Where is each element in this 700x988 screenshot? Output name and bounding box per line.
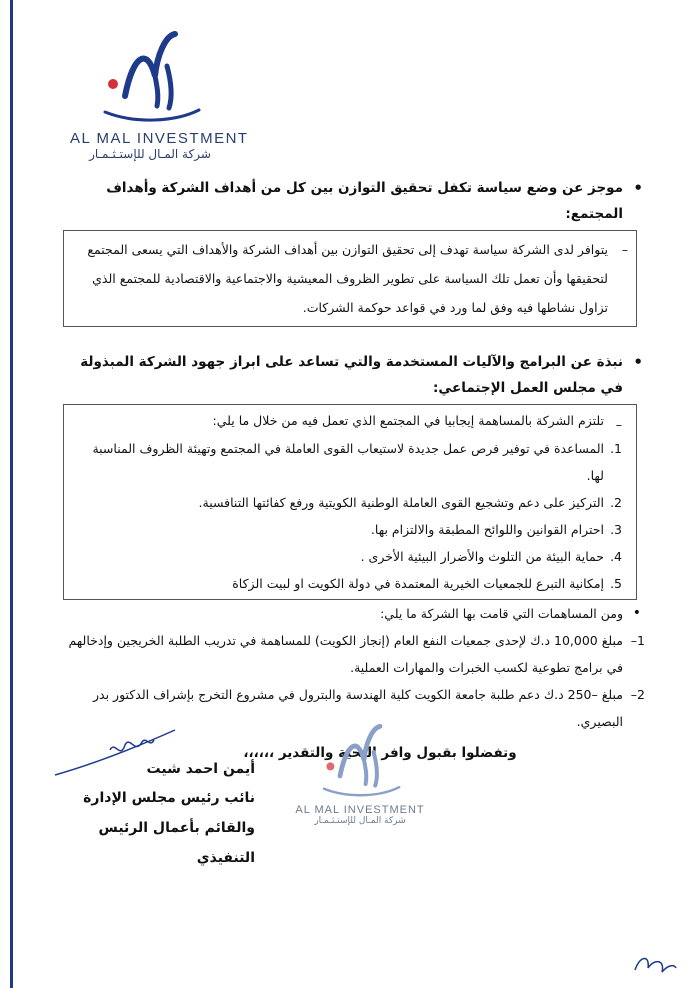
- section2-box: [63, 404, 637, 600]
- contribution-number: 2–: [630, 687, 645, 702]
- contribution-number: 1–: [630, 633, 645, 648]
- section1-heading: • موجز عن وضع سياسة تكفل تحقيق التوازن بين كل من أهداف الشركة وأهداف المجتمع:: [55, 175, 645, 227]
- contribution-item: [55, 627, 645, 681]
- list-item-text: احترام القوانين واللوائح المطبقة والالتزام بها.: [370, 522, 604, 537]
- section2-list: [72, 435, 622, 597]
- initials-signature-icon: [630, 950, 680, 980]
- letter-body: [55, 175, 645, 761]
- list-item: [72, 516, 622, 543]
- list-item: [72, 570, 622, 597]
- list-item-number: 5.: [610, 576, 622, 591]
- list-item-text: إمكانية التبرع للجمعيات الخيرية المعتمدة في دولة الكويت او لبيت الزكاة: [232, 576, 604, 591]
- section1-dash: –: [621, 242, 628, 257]
- section2-dash: –: [615, 417, 622, 432]
- stamp-logo-mark-icon: [315, 720, 405, 800]
- list-item-number: 3.: [610, 522, 622, 537]
- logo-english-text: AL MAL INVESTMENT: [70, 130, 249, 147]
- logo-mark-icon: [95, 26, 205, 126]
- signatory-name: أيمن احمد شيت: [146, 761, 255, 777]
- list-item-text: حماية البيئة من التلوث والأضرار البيئية الأخرى .: [360, 549, 604, 564]
- contribution-text: مبلغ 10,000 د.ك لإحدى جمعيات النفع العام (إنجاز الكويت) للمساهمة في تدريب الطلبة الخريجين وإدخالهم في برامج تطوعية لكسب الخبرات والمهارات العملية.: [68, 633, 623, 675]
- list-item-number: 2.: [610, 495, 622, 510]
- signature-block: [55, 755, 255, 873]
- list-item-number: 4.: [610, 549, 622, 564]
- list-item-text: المساعدة في توفير فرص عمل جديدة لاستيعاب القوى العاملة في المجتمع وتهيئة الظروف المناسبة لها.: [92, 441, 604, 483]
- section2-lead: [72, 407, 622, 435]
- list-item-text: التركيز على دعم وتشجيع القوى العاملة الوطنية الكويتية ورفع كفائتها التنافسية.: [198, 495, 604, 510]
- list-item: [72, 543, 622, 570]
- section1-box: [63, 230, 637, 327]
- list-item: [72, 435, 622, 489]
- left-margin-rule: [10, 0, 13, 988]
- stamp-arabic-text: شركة المـال للإستـثـمـار: [314, 816, 406, 826]
- list-item: [72, 489, 622, 516]
- company-stamp: [290, 720, 430, 826]
- list-item-number: 1.: [610, 441, 622, 456]
- section3-lead: • ومن المساهمات التي قامت بها الشركة ما يلي:: [55, 600, 645, 627]
- company-logo: [70, 26, 249, 161]
- section1-body: يتوافر لدى الشركة سياسة تهدف إلى تحقيق التوازن بين أهداف الشركة والأهداف التي يسعى المجتمع لتحقيقها وأن تعمل تلك السياسة على تطوير الظروف المعيشية والاجتماعية والاقتصادية للمجتمع الذي تزاول نشاطها فيه وفق لما ورد في قواعد حوكمة الشركات.: [87, 242, 608, 315]
- signatory-title: نائب رئيس مجلس الإدارة: [83, 790, 255, 806]
- stamp-english-text: AL MAL INVESTMENT: [295, 804, 425, 816]
- signatory-title-acting: والقائم بأعمال الرئيس التنفيذي: [98, 820, 255, 866]
- closing-line: وتفضلوا بقبول وافر التحية والتقدير ،،،،،،: [243, 745, 517, 761]
- section2-heading: • نبذة عن البرامج والآليات المستخدمة والتي تساعد على ابراز جهود الشركة المبذولة في مجلس العمل الإجتماعي:: [55, 349, 645, 401]
- logo-arabic-text: شركة المـال للإستـثـمـار: [89, 147, 211, 161]
- contribution-text: مبلغ –250 د.ك دعم طلبة جامعة الكويت كلية الهندسة والبترول في مشروع التخرج بإشراف الدكتور بدر البصيري.: [92, 687, 623, 729]
- section2-lead-text: تلتزم الشركة بالمساهمة إيجابيا في المجتمع الذي تعمل فيه من خلال ما يلي:: [212, 413, 604, 428]
